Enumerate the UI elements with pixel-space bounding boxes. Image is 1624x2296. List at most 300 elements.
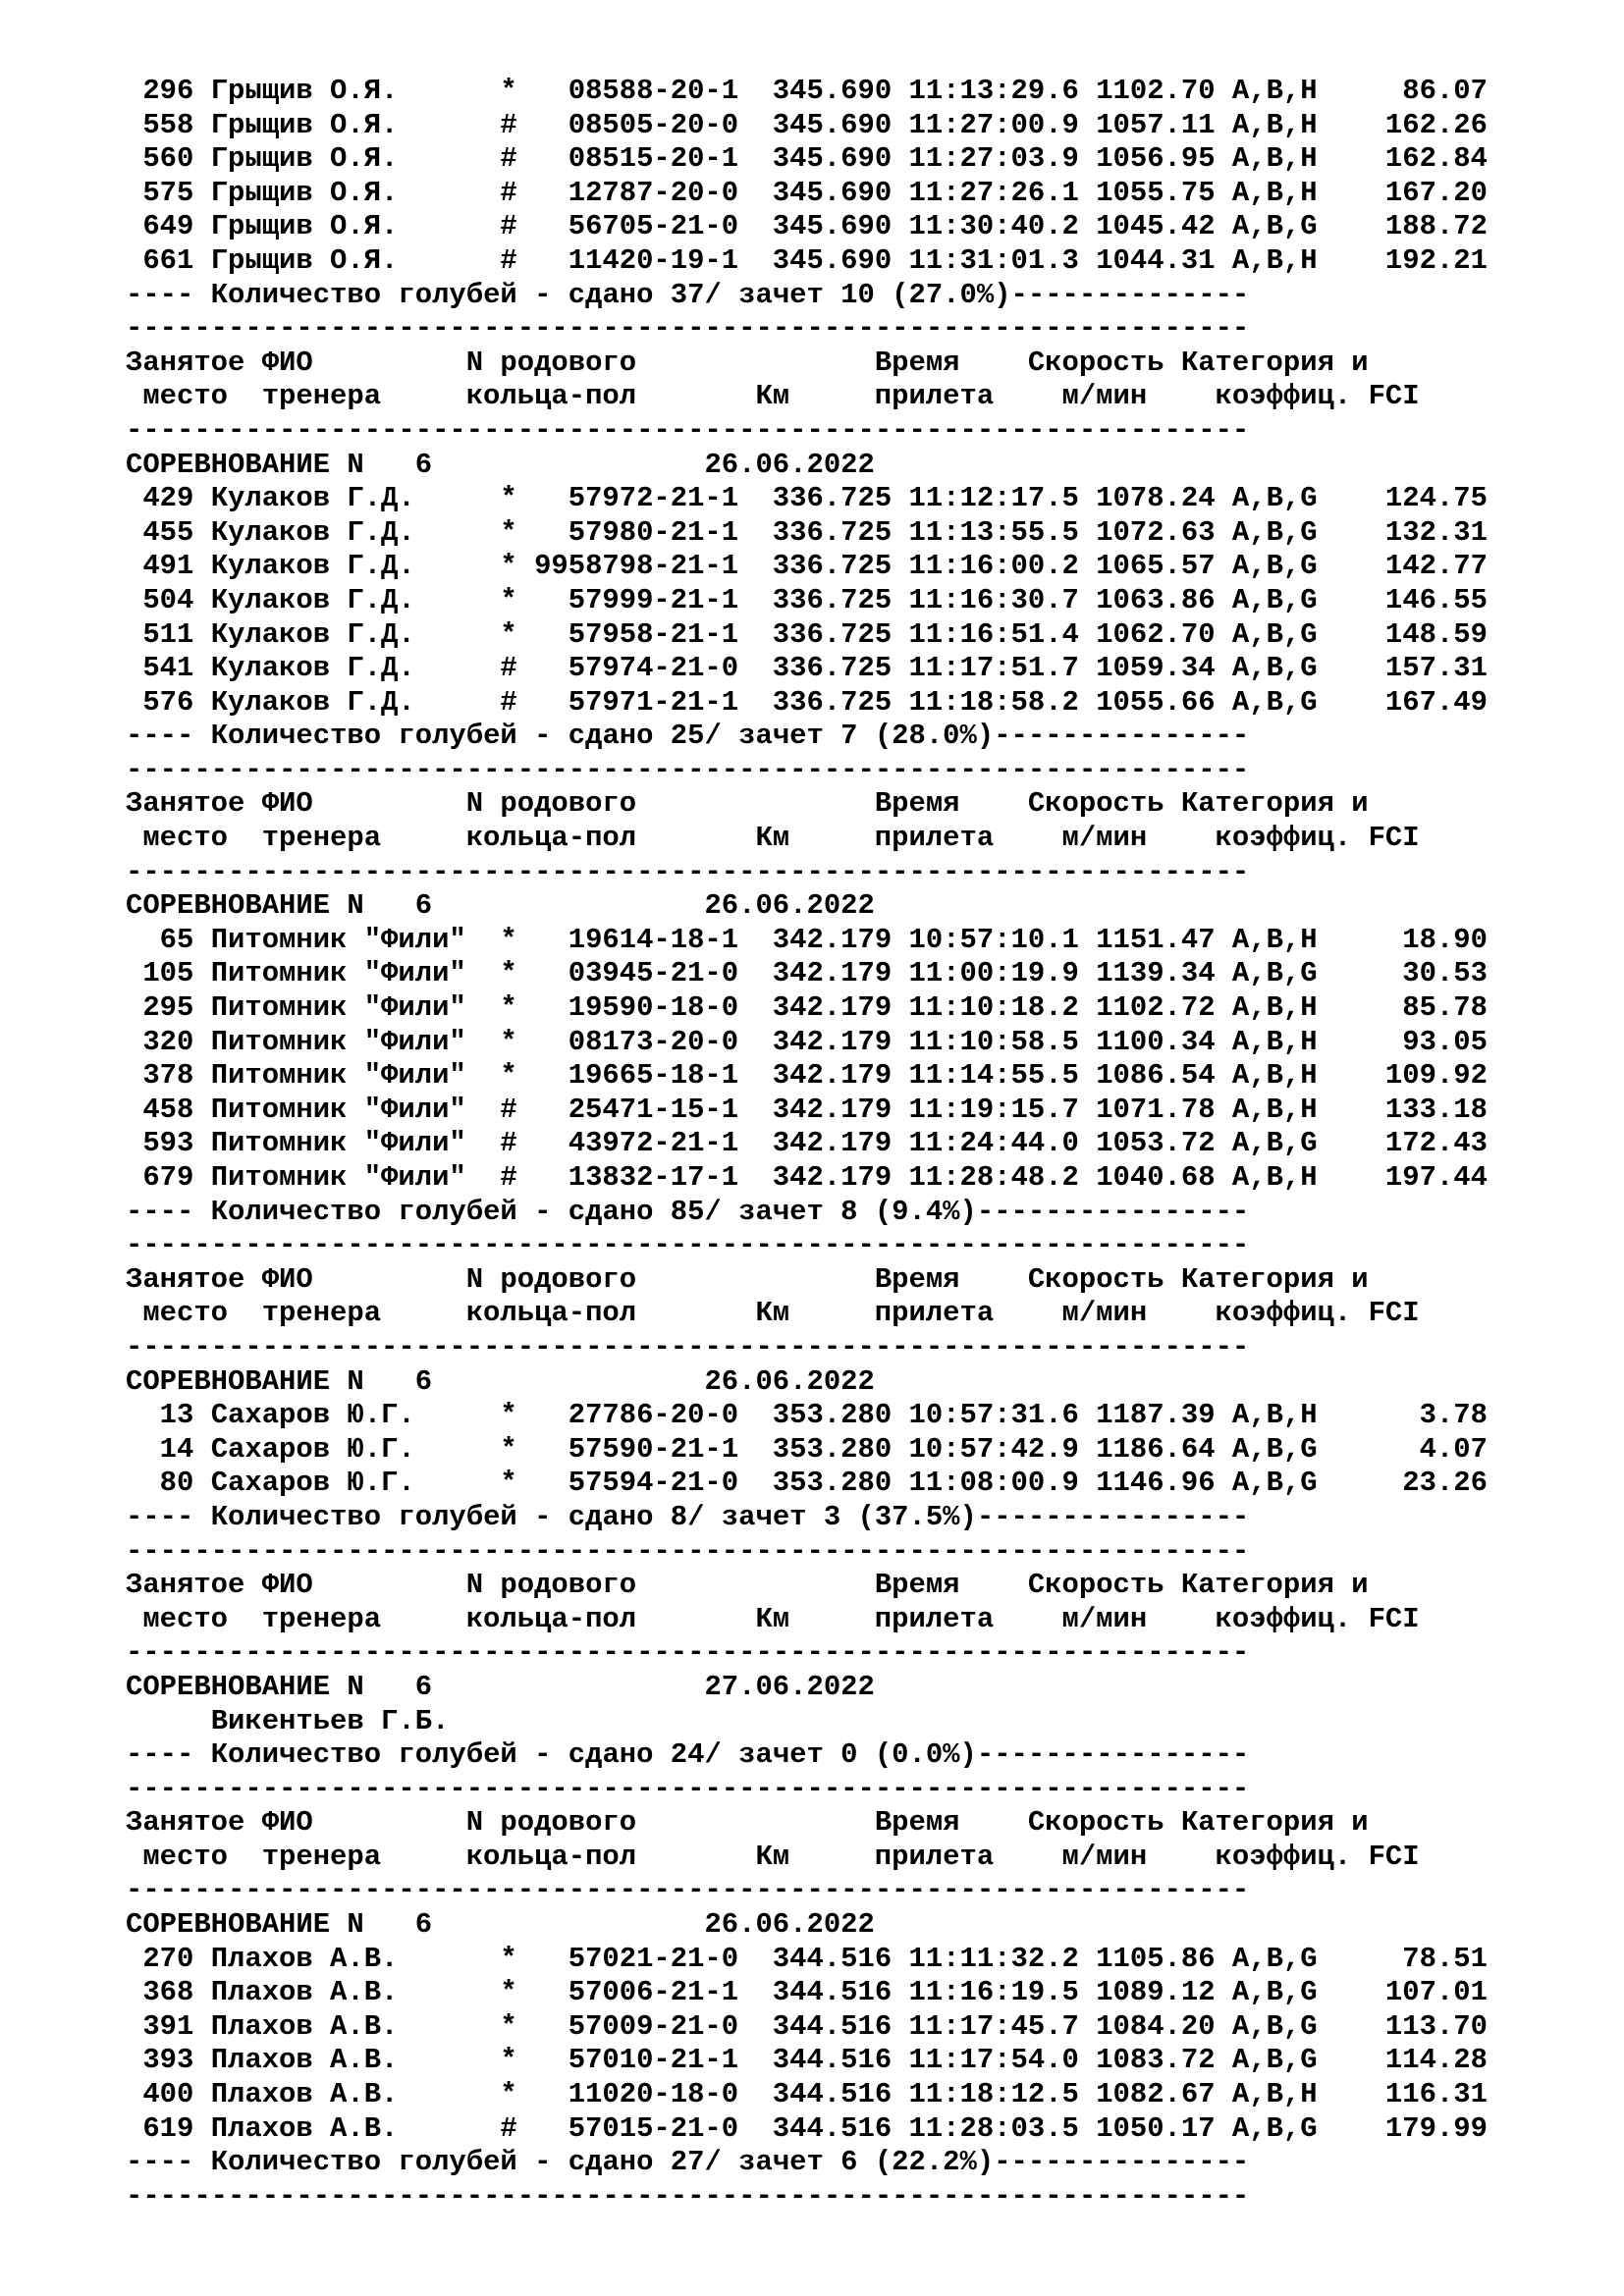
- header-place-2: место: [126, 1840, 229, 1873]
- distance-km: 342.179: [772, 1059, 893, 1093]
- table-row: [126, 142, 1488, 177]
- mark: *: [500, 1432, 517, 1466]
- distance-km: 353.280: [772, 1467, 893, 1500]
- header-cat: Категория и: [1180, 1569, 1369, 1602]
- table-row: [126, 244, 1488, 279]
- header-cat-2: коэффиц. FCI: [1215, 1602, 1420, 1635]
- fci-coefficient: 146.55: [1384, 583, 1488, 616]
- category: A,B,G: [1231, 957, 1318, 990]
- trainer-name: Кулаков Г.Д.: [210, 685, 415, 719]
- ring-number: 9958798-21-1: [534, 550, 739, 583]
- results-printout: [126, 75, 1488, 2214]
- table-row: [126, 516, 1488, 551]
- distance-km: 344.516: [772, 1976, 893, 2009]
- divider-line: ------------------------------------------------------------------: [126, 1636, 1250, 1670]
- header-ring-2: кольца-пол: [465, 822, 637, 855]
- header-time-2: прилета: [874, 1297, 995, 1330]
- header-speed-2: м/мин: [1061, 1840, 1148, 1873]
- category: A,B,G: [1231, 1127, 1318, 1160]
- distance-km: 342.179: [772, 1127, 893, 1160]
- divider-line: ------------------------------------------------------------------: [126, 1874, 1250, 1907]
- place: 429: [142, 482, 194, 515]
- place: 391: [142, 2009, 194, 2043]
- ring-number: 57958-21-1: [568, 617, 739, 651]
- distance-km: 345.690: [772, 210, 893, 243]
- ring-number: 08505-20-0: [568, 108, 739, 141]
- mark: *: [500, 1399, 517, 1432]
- distance-km: 336.725: [772, 482, 893, 515]
- mark: *: [500, 617, 517, 651]
- distance-km: 344.516: [772, 2078, 893, 2111]
- place: 296: [142, 75, 194, 107]
- competition-line: [126, 449, 1488, 483]
- speed: 1045.42: [1096, 210, 1216, 243]
- fci-coefficient: 142.77: [1384, 550, 1488, 583]
- arrival-time: 11:16:30.7: [908, 583, 1079, 616]
- category: A,B,H: [1231, 2078, 1318, 2111]
- place: 14: [159, 1432, 194, 1466]
- header-fio: ФИО: [261, 1569, 313, 1602]
- trainer-name: Грыщив О.Я.: [210, 108, 399, 141]
- ring-number: 12787-20-0: [568, 176, 739, 209]
- ring-number: 19665-18-1: [568, 1059, 739, 1093]
- speed: 1055.75: [1096, 176, 1216, 209]
- fci-coefficient: 114.28: [1384, 2044, 1488, 2077]
- distance-km: 342.179: [772, 991, 893, 1025]
- category: A,B,G: [1231, 652, 1318, 685]
- header-place: Занятое: [126, 787, 245, 821]
- ring-number: 57594-21-0: [568, 1467, 739, 1500]
- header-ring: N родового: [465, 1806, 637, 1840]
- mark: #: [500, 652, 517, 685]
- distance-km: 336.725: [772, 617, 893, 651]
- place: 393: [142, 2044, 194, 2077]
- trainer-name: Кулаков Г.Д.: [210, 617, 415, 651]
- fci-coefficient: 157.31: [1384, 652, 1488, 685]
- trainer-name: Грыщив О.Я.: [210, 75, 399, 107]
- table-row: [126, 584, 1488, 618]
- category: A,B,H: [1231, 1161, 1318, 1194]
- distance-km: 336.725: [772, 583, 893, 616]
- speed: 1053.72: [1096, 1127, 1216, 1160]
- header-time: Время: [874, 346, 960, 379]
- distance-km: 342.179: [772, 1161, 893, 1194]
- ring-number: 08588-20-1: [568, 75, 739, 107]
- mark: *: [500, 2078, 517, 2111]
- fci-coefficient: 86.07: [1402, 75, 1488, 107]
- distance-km: 344.516: [772, 1942, 893, 1975]
- category: A,B,G: [1231, 2044, 1318, 2077]
- summary-line: ---- Количество голубей - сдано 8/ зачет 3 (37.5%)----------------: [126, 1500, 1250, 1533]
- speed: 1083.72: [1096, 2044, 1216, 2077]
- arrival-time: 10:57:31.6: [908, 1399, 1079, 1432]
- divider-line: ------------------------------------------------------------------: [126, 312, 1250, 346]
- arrival-time: 11:18:58.2: [908, 685, 1079, 719]
- speed: 1062.70: [1096, 617, 1216, 651]
- trainer-name: Плахов А.В.: [210, 2078, 399, 2111]
- speed: 1063.86: [1096, 583, 1216, 616]
- trainer-name: Питомник "Фили": [210, 923, 466, 956]
- trainer-name: Питомник "Фили": [210, 991, 466, 1025]
- column-header-1: [126, 787, 1488, 822]
- trainer-name: Викентьев Г.Б.: [210, 1704, 450, 1737]
- divider-line: ------------------------------------------------------------------: [126, 413, 1250, 447]
- table-row: [126, 1399, 1488, 1433]
- place: 541: [142, 652, 194, 685]
- arrival-time: 11:13:55.5: [908, 515, 1079, 549]
- trainer-name: Кулаков Г.Д.: [210, 583, 415, 616]
- arrival-time: 11:27:03.9: [908, 142, 1079, 176]
- distance-km: 342.179: [772, 1025, 893, 1058]
- arrival-time: 11:17:51.7: [908, 652, 1079, 685]
- ring-number: 25471-15-1: [568, 1093, 739, 1126]
- speed: 1044.31: [1096, 243, 1216, 277]
- speed: 1055.66: [1096, 685, 1216, 719]
- table-row: [126, 1976, 1488, 2010]
- speed: 1059.34: [1096, 652, 1216, 685]
- speed: 1146.96: [1096, 1467, 1216, 1500]
- fci-coefficient: 23.26: [1402, 1467, 1488, 1500]
- ring-number: 57009-21-0: [568, 2009, 739, 2043]
- header-ring-2: кольца-пол: [465, 1840, 637, 1873]
- mark: *: [500, 923, 517, 956]
- header-speed-2: м/мин: [1061, 380, 1148, 413]
- category: A,B,G: [1231, 550, 1318, 583]
- header-cat-2: коэффиц. FCI: [1215, 822, 1420, 855]
- trainer-name: Питомник "Фили": [210, 1025, 466, 1058]
- header-ring-2: кольца-пол: [465, 380, 637, 413]
- speed: 1187.39: [1096, 1399, 1216, 1432]
- category: A,B,G: [1231, 2111, 1318, 2145]
- mark: #: [500, 685, 517, 719]
- header-fio-2: тренера: [261, 1297, 382, 1330]
- trainer-name: Питомник "Фили": [210, 957, 466, 990]
- fci-coefficient: 162.26: [1384, 108, 1488, 141]
- speed: 1072.63: [1096, 515, 1216, 549]
- arrival-time: 11:24:44.0: [908, 1127, 1079, 1160]
- place: 455: [142, 515, 194, 549]
- header-cat-2: коэффиц. FCI: [1215, 1840, 1420, 1873]
- category: A,B,G: [1231, 617, 1318, 651]
- category: A,B,G: [1231, 1432, 1318, 1466]
- summary-line: ---- Количество голубей - сдано 85/ зачет 8 (9.4%)----------------: [126, 1195, 1250, 1228]
- trainer-name: Сахаров Ю.Г.: [210, 1467, 415, 1500]
- speed: 1040.68: [1096, 1161, 1216, 1194]
- trainer-name: Плахов А.В.: [210, 1976, 399, 2009]
- competition-line: [126, 1365, 1488, 1400]
- mark: #: [500, 1093, 517, 1126]
- distance-km: 344.516: [772, 2044, 893, 2077]
- category: A,B,G: [1231, 2009, 1318, 2043]
- header-place-2: место: [126, 380, 229, 413]
- arrival-time: 11:11:32.2: [908, 1942, 1079, 1975]
- competition-date: 27.06.2022: [704, 1670, 875, 1703]
- fci-coefficient: 93.05: [1402, 1025, 1488, 1058]
- mark: *: [500, 957, 517, 990]
- trainer-name: Плахов А.В.: [210, 2111, 399, 2145]
- header-place: Занятое: [126, 1806, 245, 1840]
- distance-km: 336.725: [772, 652, 893, 685]
- category: A,B,G: [1231, 685, 1318, 719]
- mark: *: [500, 1942, 517, 1975]
- trainer-name: Плахов А.В.: [210, 1942, 399, 1975]
- table-row: [126, 924, 1488, 958]
- category: A,B,H: [1231, 1093, 1318, 1126]
- place: 105: [142, 957, 194, 990]
- divider-line: ------------------------------------------------------------------: [126, 2179, 1250, 2213]
- header-time-2: прилета: [874, 1602, 995, 1635]
- ring-number: 57021-21-0: [568, 1942, 739, 1975]
- header-fio-2: тренера: [261, 822, 382, 855]
- arrival-time: 10:57:42.9: [908, 1432, 1079, 1466]
- table-row: [126, 2010, 1488, 2045]
- competition-title: СОРЕВНОВАНИЕ N 6: [126, 889, 433, 923]
- header-speed: Скорость: [1027, 1569, 1164, 1602]
- divider-line: ------------------------------------------------------------------: [126, 1772, 1250, 1805]
- table-row: [126, 1943, 1488, 1977]
- category: A,B,H: [1231, 75, 1318, 107]
- speed: 1082.67: [1096, 2078, 1216, 2111]
- table-row: [126, 1094, 1488, 1128]
- competition-date: 26.06.2022: [704, 1908, 875, 1942]
- header-time-2: прилета: [874, 822, 995, 855]
- fci-coefficient: 109.92: [1384, 1059, 1488, 1093]
- distance-km: 345.690: [772, 243, 893, 277]
- trainer-name: Сахаров Ю.Г.: [210, 1399, 415, 1432]
- fci-coefficient: 30.53: [1402, 957, 1488, 990]
- distance-km: 345.690: [772, 75, 893, 107]
- header-place-2: место: [126, 822, 229, 855]
- mark: #: [500, 1127, 517, 1160]
- header-cat: Категория и: [1180, 1262, 1369, 1296]
- column-header-2: [126, 380, 1488, 414]
- distance-km: 344.516: [772, 2009, 893, 2043]
- summary-line: ---- Количество голубей - сдано 24/ зачет 0 (0.0%)----------------: [126, 1738, 1250, 1772]
- table-row: [126, 1161, 1488, 1196]
- header-place: Занятое: [126, 346, 245, 379]
- divider-line: ------------------------------------------------------------------: [126, 855, 1250, 888]
- category: A,B,G: [1231, 1976, 1318, 2009]
- column-header-2: [126, 1841, 1488, 1875]
- table-row: [126, 109, 1488, 143]
- header-time: Время: [874, 1806, 960, 1840]
- trainer-name: Плахов А.В.: [210, 2044, 399, 2077]
- table-row: [126, 1127, 1488, 1161]
- header-time: Время: [874, 1569, 960, 1602]
- header-km-2: Км: [755, 1602, 790, 1635]
- header-cat: Категория и: [1180, 1806, 1369, 1840]
- fci-coefficient: 197.44: [1384, 1161, 1488, 1194]
- header-fio: ФИО: [261, 1262, 313, 1296]
- ring-number: 11020-18-0: [568, 2078, 739, 2111]
- place: 679: [142, 1161, 194, 1194]
- arrival-time: 11:18:12.5: [908, 2078, 1079, 2111]
- place: 661: [142, 243, 194, 277]
- header-speed: Скорость: [1027, 346, 1164, 379]
- trainer-name: Грыщив О.Я.: [210, 142, 399, 176]
- speed: 1089.12: [1096, 1976, 1216, 2009]
- summary-text: ---- Количество голубей - сдано 27/ зачет 6 (22.2%): [126, 2146, 995, 2179]
- mark: *: [500, 583, 517, 616]
- header-speed: Скорость: [1027, 1806, 1164, 1840]
- speed: 1151.47: [1096, 923, 1216, 956]
- header-fio: ФИО: [261, 787, 313, 821]
- place: 368: [142, 1976, 194, 2009]
- ring-number: 57972-21-1: [568, 482, 739, 515]
- arrival-time: 11:16:00.2: [908, 550, 1079, 583]
- trainer-name: Кулаков Г.Д.: [210, 550, 415, 583]
- place: 504: [142, 583, 194, 616]
- mark: *: [500, 482, 517, 515]
- table-row: [126, 618, 1488, 653]
- header-fio-2: тренера: [261, 1840, 382, 1873]
- category: A,B,G: [1231, 210, 1318, 243]
- mark: *: [500, 991, 517, 1025]
- place: 80: [159, 1467, 194, 1500]
- distance-km: 342.179: [772, 923, 893, 956]
- place: 649: [142, 210, 194, 243]
- speed: 1100.34: [1096, 1025, 1216, 1058]
- arrival-time: 11:28:48.2: [908, 1161, 1079, 1194]
- ring-number: 57015-21-0: [568, 2111, 739, 2145]
- trainer-name: Питомник "Фили": [210, 1059, 466, 1093]
- mark: #: [500, 243, 517, 277]
- place: 619: [142, 2111, 194, 2145]
- header-time-2: прилета: [874, 1840, 995, 1873]
- header-place: Занятое: [126, 1262, 245, 1296]
- place: 320: [142, 1025, 194, 1058]
- table-row: [126, 75, 1488, 109]
- ring-number: 11420-19-1: [568, 243, 739, 277]
- distance-km: 353.280: [772, 1432, 893, 1466]
- ring-number: 13832-17-1: [568, 1161, 739, 1194]
- place: 13: [159, 1399, 194, 1432]
- fci-coefficient: 179.99: [1384, 2111, 1488, 2145]
- distance-km: 353.280: [772, 1399, 893, 1432]
- place: 575: [142, 176, 194, 209]
- place: 378: [142, 1059, 194, 1093]
- ring-number: 57980-21-1: [568, 515, 739, 549]
- arrival-time: 11:00:19.9: [908, 957, 1079, 990]
- table-row: [126, 1059, 1488, 1094]
- mark: *: [500, 2044, 517, 2077]
- place: 400: [142, 2078, 194, 2111]
- speed: 1139.34: [1096, 957, 1216, 990]
- competition-line: [126, 889, 1488, 924]
- ring-number: 57999-21-1: [568, 583, 739, 616]
- header-cat: Категория и: [1180, 346, 1369, 379]
- ring-number: 43972-21-1: [568, 1127, 739, 1160]
- summary-text: ---- Количество голубей - сдано 8/ зачет 3 (37.5%): [126, 1500, 977, 1533]
- header-place: Занятое: [126, 1569, 245, 1602]
- trainer-line: [126, 1705, 1488, 1739]
- category: A,B,H: [1231, 1025, 1318, 1058]
- header-cat: Категория и: [1180, 787, 1369, 821]
- header-km-2: Км: [755, 1840, 790, 1873]
- ring-number: 27786-20-0: [568, 1399, 739, 1432]
- mark: *: [500, 2009, 517, 2043]
- distance-km: 345.690: [772, 142, 893, 176]
- distance-km: 344.516: [772, 2111, 893, 2145]
- trainer-name: Грыщив О.Я.: [210, 243, 399, 277]
- competition-title: СОРЕВНОВАНИЕ N 6: [126, 1364, 433, 1398]
- mark: #: [500, 1161, 517, 1194]
- ring-number: 19614-18-1: [568, 923, 739, 956]
- trainer-name: Питомник "Фили": [210, 1127, 466, 1160]
- fci-coefficient: 3.78: [1419, 1399, 1488, 1432]
- mark: *: [500, 550, 517, 583]
- competition-line: [126, 1671, 1488, 1705]
- category: A,B,H: [1231, 243, 1318, 277]
- header-speed-2: м/мин: [1061, 1297, 1148, 1330]
- fci-coefficient: 162.84: [1384, 142, 1488, 176]
- speed: 1102.72: [1096, 991, 1216, 1025]
- summary-line: ---- Количество голубей - сдано 37/ зачет 10 (27.0%)--------------: [126, 278, 1250, 311]
- header-fio-2: тренера: [261, 380, 382, 413]
- competition-title: СОРЕВНОВАНИЕ N 6: [126, 448, 433, 481]
- arrival-time: 11:14:55.5: [908, 1059, 1079, 1093]
- distance-km: 336.725: [772, 550, 893, 583]
- header-ring-2: кольца-пол: [465, 1602, 637, 1635]
- header-speed-2: м/мин: [1061, 1602, 1148, 1635]
- place: 511: [142, 617, 194, 651]
- arrival-time: 11:17:54.0: [908, 2044, 1079, 2077]
- mark: #: [500, 2111, 517, 2145]
- competition-date: 26.06.2022: [704, 1364, 875, 1398]
- category: A,B,H: [1231, 991, 1318, 1025]
- table-row: [126, 686, 1488, 721]
- table-row: [126, 177, 1488, 211]
- distance-km: 342.179: [772, 957, 893, 990]
- table-row: [126, 1467, 1488, 1501]
- column-header-1: [126, 1806, 1488, 1841]
- header-time: Время: [874, 787, 960, 821]
- ring-number: 03945-21-0: [568, 957, 739, 990]
- trainer-name: Кулаков Г.Д.: [210, 482, 415, 515]
- fci-coefficient: 78.51: [1402, 1942, 1488, 1975]
- header-time: Время: [874, 1262, 960, 1296]
- ring-number: 56705-21-0: [568, 210, 739, 243]
- header-km-2: Км: [755, 822, 790, 855]
- competition-title: СОРЕВНОВАНИЕ N 6: [126, 1908, 433, 1942]
- arrival-time: 11:13:29.6: [908, 75, 1079, 107]
- fci-coefficient: 188.72: [1384, 210, 1488, 243]
- header-fio-2: тренера: [261, 1602, 382, 1635]
- table-row: [126, 1026, 1488, 1060]
- header-cat-2: коэффиц. FCI: [1215, 1297, 1420, 1330]
- table-row: [126, 2112, 1488, 2147]
- distance-km: 345.690: [772, 176, 893, 209]
- place: 65: [159, 923, 194, 956]
- fci-coefficient: 113.70: [1384, 2009, 1488, 2043]
- category: A,B,H: [1231, 142, 1318, 176]
- header-km-2: Км: [755, 1297, 790, 1330]
- category: A,B,H: [1231, 1399, 1318, 1432]
- column-header-2: [126, 1297, 1488, 1331]
- mark: *: [500, 1059, 517, 1093]
- place: 593: [142, 1127, 194, 1160]
- column-header-1: [126, 1263, 1488, 1298]
- header-speed: Скорость: [1027, 1262, 1164, 1296]
- speed: 1186.64: [1096, 1432, 1216, 1466]
- fci-coefficient: 107.01: [1384, 1976, 1488, 2009]
- divider-line: ------------------------------------------------------------------: [126, 1534, 1250, 1568]
- column-header-1: [126, 1569, 1488, 1603]
- place: 270: [142, 1942, 194, 1975]
- ring-number: 57974-21-0: [568, 652, 739, 685]
- competition-date: 26.06.2022: [704, 889, 875, 923]
- competition-date: 26.06.2022: [704, 448, 875, 481]
